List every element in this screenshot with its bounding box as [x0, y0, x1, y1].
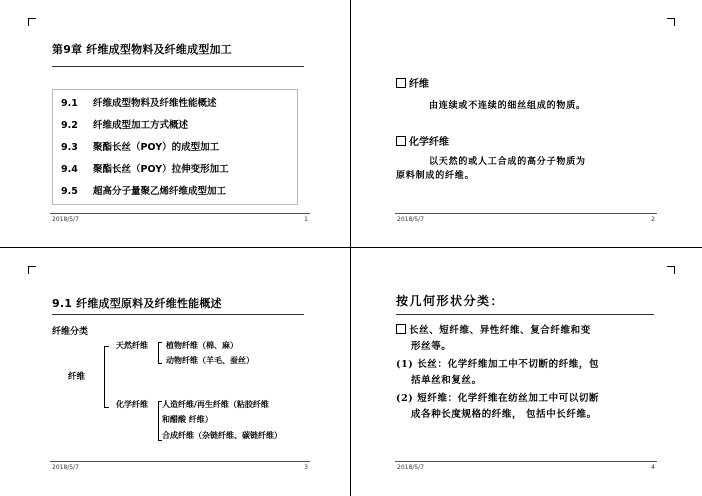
tree-synthetic-fiber: 合成纤维（杂链纤维、碳链纤维）: [162, 431, 282, 440]
crop-mark: [28, 266, 29, 274]
toc-text: 纤维成型加工方式概述: [93, 120, 189, 131]
section-title: 9.1 纤维成型原料及纤维性能概述: [52, 297, 222, 310]
footer-date: 2018/5/7: [397, 216, 424, 223]
toc-text: 纤维成型物料及纤维性能概述: [93, 98, 217, 109]
toc-item: [61, 161, 229, 175]
toc-text: 聚酯长丝（POY）的成型加工: [93, 142, 220, 153]
checkbox-bullet-icon: [396, 324, 406, 334]
toc-text: 聚酯长丝（POY）拉伸变形加工: [93, 164, 229, 175]
footer-date: 2018/5/7: [52, 216, 79, 223]
slide-page-1: [0, 0, 350, 247]
crop-mark: [28, 18, 29, 26]
crop-mark: [667, 18, 675, 19]
footer-page-number: 3: [304, 464, 308, 471]
intro-text: 长丝、短纤维、异性纤维、复合纤维和变: [409, 325, 591, 336]
toc-number: 9.3: [61, 142, 78, 153]
natural-brace: [158, 342, 162, 364]
tree-natural-fiber: 天然纤维: [116, 341, 148, 350]
tree-root: 纤维: [68, 372, 86, 382]
toc-item: [61, 117, 188, 131]
crop-mark: [674, 266, 675, 274]
title-rule: [52, 314, 304, 315]
page-footer: [395, 461, 657, 474]
tree-animal-fiber: 动物纤维（羊毛、蚕丝）: [166, 356, 254, 365]
footer-page-number: 2: [651, 216, 655, 223]
crop-mark: [28, 18, 36, 19]
toc-text: 超高分子量聚乙烯纤维成型加工: [93, 186, 227, 197]
toc-box: [52, 89, 298, 205]
classification-heading: 纤维分类: [52, 327, 89, 337]
crop-mark: [674, 18, 675, 26]
item-staple-line-2: 成各种长度规格的纤维， 包括中长纤维。: [411, 409, 597, 420]
toc-item: [61, 95, 217, 109]
intro-line-2: 形丝等。: [411, 341, 452, 352]
slide-page-2: [351, 0, 701, 247]
checkbox-bullet-icon: [396, 78, 406, 88]
toc-number: 9.5: [61, 186, 78, 197]
intro-line-1: [396, 322, 591, 336]
section-title: 按几何形状分类：: [396, 294, 505, 308]
title-rule: [52, 66, 304, 67]
footer-date: 2018/5/7: [397, 464, 424, 471]
crop-mark: [667, 266, 675, 267]
item-filament-line-1: (1) 长丝：化学纤维加工中不切断的纤维，包: [396, 359, 600, 370]
toc-number: 9.1: [61, 98, 78, 109]
page-footer: [395, 213, 657, 226]
tree-plant-fiber: 植物纤维（棉、麻）: [166, 341, 238, 350]
term-chemical-fiber: [396, 133, 449, 148]
slide-page-3: [0, 248, 350, 495]
definition-fiber: 由连续或不连续的细丝组成的物质。: [429, 101, 586, 111]
page-footer: [50, 461, 310, 474]
toc-item: [61, 139, 219, 153]
page-title: 第9章 纤维成型物料及纤维成型加工: [52, 43, 232, 56]
slide-page-4: [351, 248, 701, 495]
definition-chemical-fiber-line2: 原料制成的纤维。: [396, 171, 475, 181]
item-staple-line-1: (2) 短纤维：化学纤维在纺丝加工中可以切断: [396, 393, 600, 404]
tree-man-made-fiber: 人造纤维/再生纤维（粘胶纤维: [162, 400, 269, 409]
page-footer: [50, 213, 310, 226]
item-filament-line-2: 括单丝和复丝。: [411, 375, 482, 386]
toc-item: [61, 183, 226, 197]
footer-page-number: 4: [651, 464, 655, 471]
root-brace: [104, 346, 109, 408]
tree-man-made-fiber-cont: 和醋酸 纤维）: [162, 415, 213, 424]
footer-date: 2018/5/7: [52, 464, 79, 471]
checkbox-bullet-icon: [396, 136, 406, 146]
term-fiber: [396, 75, 429, 90]
term-label: 化学纤维: [409, 137, 449, 148]
footer-page-number: 1: [304, 216, 308, 223]
tree-chemical-fiber: 化学纤维: [116, 400, 148, 409]
title-rule: [396, 314, 654, 315]
toc-number: 9.2: [61, 120, 78, 131]
crop-mark: [28, 266, 36, 267]
term-label: 纤维: [409, 79, 429, 90]
definition-chemical-fiber-line1: 以天然的或人工合成的高分子物质为: [429, 157, 586, 167]
toc-number: 9.4: [61, 164, 78, 175]
